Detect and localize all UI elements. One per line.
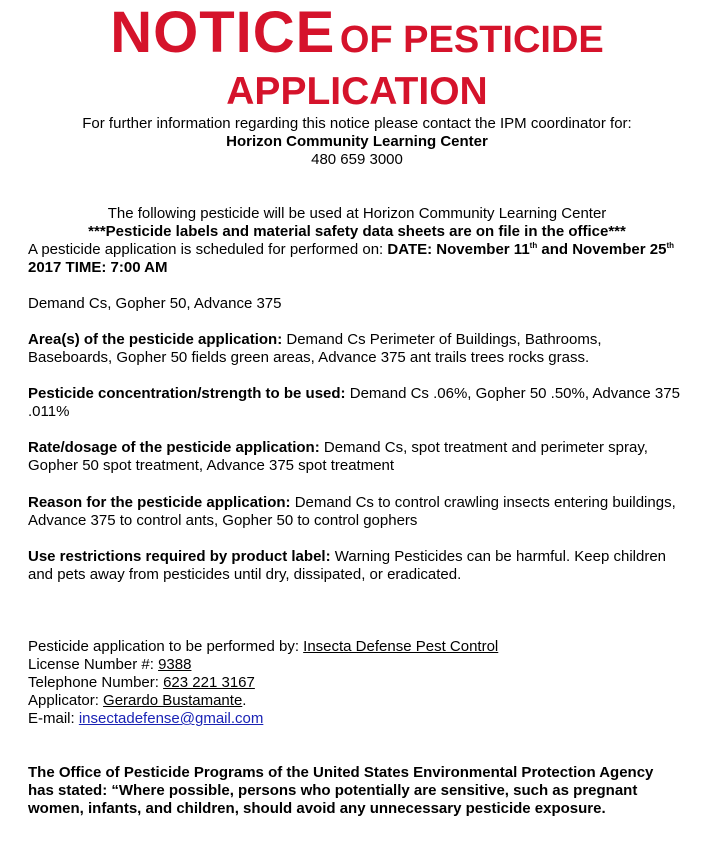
license-line: License Number #: 9388	[28, 656, 192, 673]
reason-paragraph	[28, 494, 688, 530]
labels-notice: ***Pesticide labels and material safety data sheets are on file in the office***	[88, 223, 626, 240]
schedule-paragraph	[28, 241, 688, 277]
email-link[interactable]: insectadefense@gmail.com	[78, 710, 264, 727]
performed-by-line: Pesticide application to be performed by: Insecta Defense Pest Control	[28, 638, 499, 655]
telephone-number: 623 221 3167	[163, 674, 255, 691]
restrictions-label: Use restrictions required by product label:	[28, 548, 331, 565]
company-name: Insecta Defense Pest Control	[303, 638, 499, 655]
contact-intro: For further information regarding this notice please contact the IPM coordinator for:	[82, 115, 632, 132]
schedule-date: DATE: November 11th and November 25th 2017 TIME: 7:00 AM	[28, 241, 674, 276]
restrictions-text: Warning Pesticides can be harmful. Keep children and pets away from pesticides until dry, dissipated, or eradicated.	[28, 548, 667, 583]
epa-statement: The Office of Pesticide Programs of the United States Environmental Protection Agency has stated: “Where possible, persons who potentially are sensitive, such as pregnant women, infants, and children, should avoid any unnecessary pesticide exposure.	[28, 764, 654, 817]
applicator-block	[28, 638, 688, 728]
concentration-paragraph	[28, 385, 688, 421]
telephone-line: Telephone Number: 623 221 3167	[28, 674, 255, 691]
title-application: APPLICATION	[226, 70, 488, 113]
notice-title-line1	[0, 0, 714, 65]
products-line: Demand Cs, Gopher 50, Advance 375	[28, 295, 282, 312]
title-notice-word: NOTICE	[110, 0, 336, 65]
rate-paragraph	[28, 439, 688, 475]
usage-line: The following pesticide will be used at Horizon Community Learning Center	[107, 205, 607, 222]
areas-label: Area(s) of the pesticide application:	[28, 331, 283, 348]
schedule-prefix: A pesticide application is scheduled for performed on:	[28, 241, 388, 258]
concentration-text: Demand Cs .06%, Gopher 50 .50%, Advance 375 .011%	[28, 385, 680, 420]
applicator-line: Applicator: Gerardo Bustamante.	[28, 692, 247, 709]
contact-phone: 480 659 3000	[311, 151, 403, 168]
areas-paragraph	[28, 331, 688, 367]
areas-text: Demand Cs Perimeter of Buildings, Bathrooms, Baseboards, Gopher 50 fields green areas, Advance 375 ant trails trees rocks grass.	[28, 331, 602, 366]
title-of-pesticide: OF PESTICIDE	[339, 19, 604, 61]
reason-text: Demand Cs to control crawling insects entering buildings, Advance 375 to control ants, Gopher 50 to control gophers	[28, 494, 676, 529]
reason-label: Reason for the pesticide application:	[28, 494, 291, 511]
license-number: 9388	[158, 656, 192, 673]
applicator-name: Gerardo Bustamante	[103, 692, 243, 709]
rate-label: Rate/dosage of the pesticide application:	[28, 439, 320, 456]
email-line: E-mail: insectadefense@gmail.com	[28, 710, 264, 727]
concentration-label: Pesticide concentration/strength to be used:	[28, 385, 346, 402]
contact-org: Horizon Community Learning Center	[226, 133, 488, 150]
rate-text: Demand Cs, spot treatment and perimeter spray, Gopher 50 spot treatment, Advance 375 spot treatment	[28, 439, 648, 474]
restrictions-paragraph	[28, 548, 688, 584]
